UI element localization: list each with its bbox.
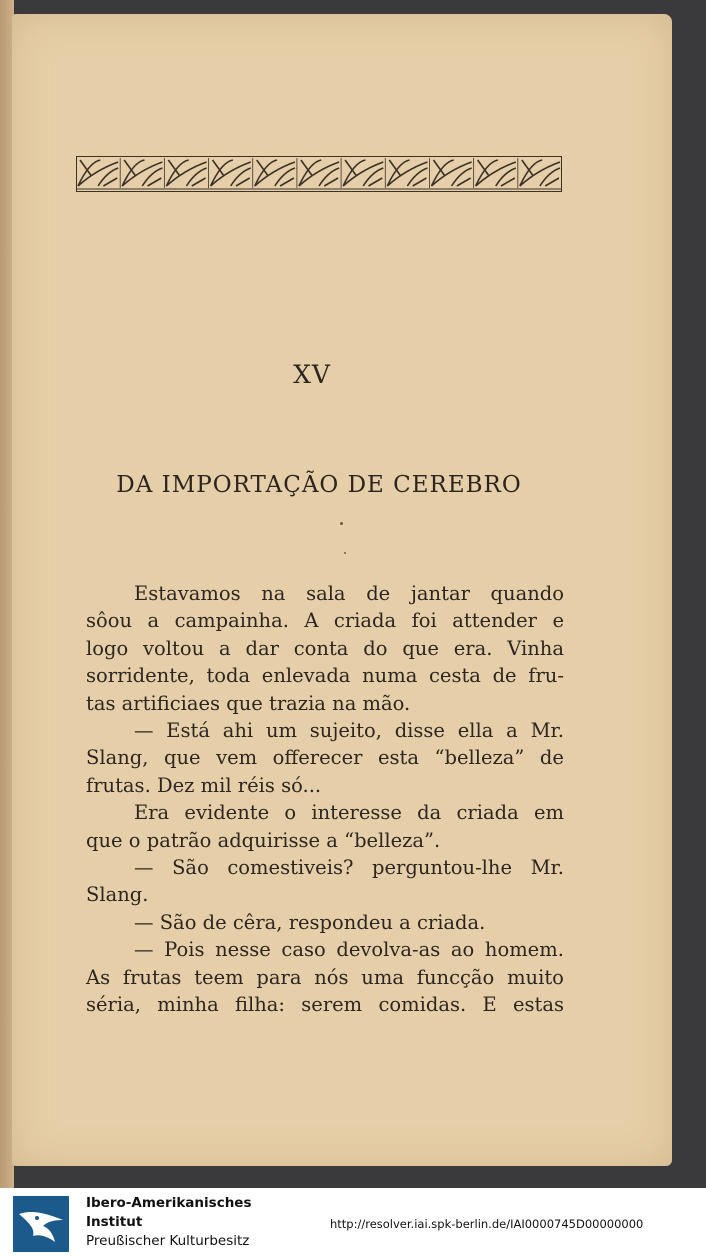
text-line: frutas. Dez mil réis só... <box>86 773 322 797</box>
text-line: tas artificiaes que trazia na mão. <box>86 691 411 715</box>
institute-line-2: Institut <box>86 1214 143 1230</box>
text-line: As frutas teem para nós uma funcção muito <box>86 965 564 989</box>
text-line: Era evidente o interesse da criada em <box>134 801 564 825</box>
text-line: que o patrão adquirisse a “belleza”. <box>86 828 441 852</box>
text-line: sôou a campainha. A criada foi attender e <box>86 609 564 633</box>
resolver-url[interactable]: http://resolver.iai.spk-berlin.de/IAI0000745D00000000 <box>330 1217 644 1231</box>
text-line: — Pois nesse caso devolva-as ao homem. <box>134 938 564 962</box>
footer-bar <box>0 1188 706 1258</box>
text-line: — São de cêra, respondeu a criada. <box>134 910 486 934</box>
ornament-cell <box>387 158 429 188</box>
text-line: Slang. <box>86 883 149 907</box>
text-line: — São comestiveis? perguntou-lhe Mr. <box>134 856 564 880</box>
ink-speck <box>340 522 343 525</box>
ornament-cell <box>431 158 473 188</box>
ornament-cell <box>476 158 518 188</box>
chapter-number: XV <box>293 360 331 389</box>
ornament-cell <box>78 158 120 188</box>
ornament-cell <box>343 158 385 188</box>
ink-speck <box>344 552 346 554</box>
institute-line-1: Ibero-Amerikanisches <box>86 1195 252 1211</box>
body-text <box>86 580 564 1019</box>
institute-line-3: Preußischer Kulturbesitz <box>86 1233 250 1249</box>
ornament-cell <box>166 158 208 188</box>
institute-name <box>86 1194 252 1251</box>
ornament-cell <box>255 158 297 188</box>
ornament-cell <box>122 158 164 188</box>
ornament-border-icon <box>76 156 562 192</box>
ornament-cell <box>211 158 253 188</box>
ornament-cell <box>299 158 341 188</box>
ornament-cell <box>520 158 562 188</box>
chapter-title: DA IMPORTAÇÃO DE CEREBRO <box>116 472 522 498</box>
text-line: Estavamos na sala de jantar quando <box>134 582 564 605</box>
book-page <box>12 14 672 1166</box>
iai-eagle-logo-icon <box>13 1196 69 1252</box>
text-line: sorridente, toda enlevada numa cesta de fru- <box>86 664 564 688</box>
text-line: logo voltou a dar conta do que era. Vinha <box>86 636 564 660</box>
text-line: — Está ahi um sujeito, disse ella a Mr. <box>134 719 564 743</box>
text-line: séria, minha filha: serem comidas. E estas <box>86 993 564 1017</box>
text-line: Slang, que vem offerecer esta “belleza” de <box>86 746 564 770</box>
